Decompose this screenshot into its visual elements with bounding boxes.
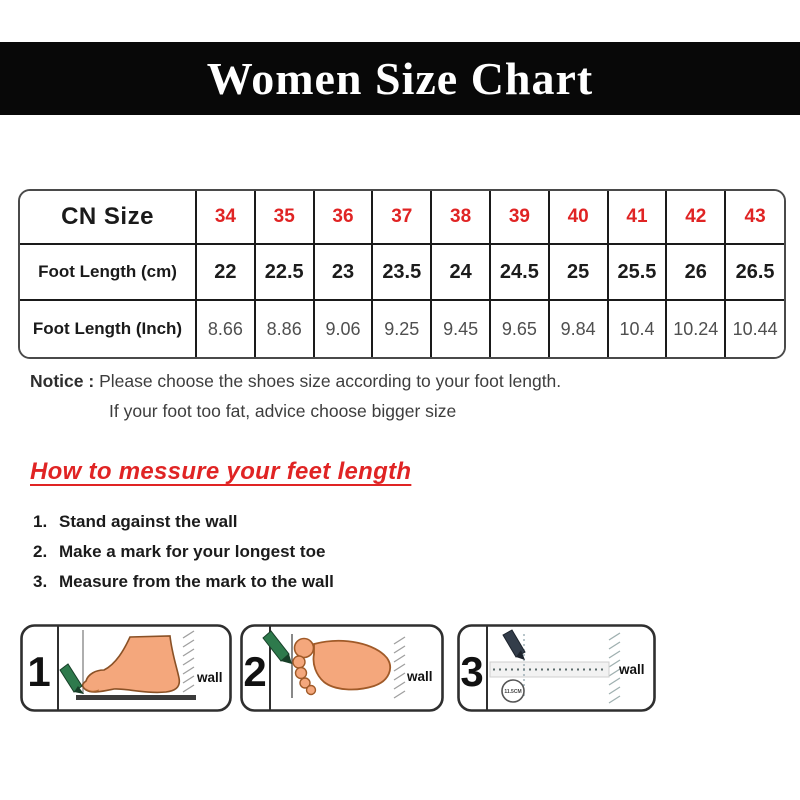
foot-length-inch-cell: 9.45 [431, 300, 490, 357]
toe-icon [293, 656, 305, 668]
measure-band [490, 662, 609, 677]
cn-size-cell: 36 [314, 191, 373, 244]
notice-line1 [30, 366, 561, 396]
table-row-cn-size [20, 191, 784, 244]
foot-length-inch-cell: 9.84 [549, 300, 608, 357]
foot-length-cm-cell: 26 [666, 244, 725, 300]
step-number: 1. [33, 512, 48, 531]
big-toe-icon [295, 639, 314, 658]
measure-steps-list [33, 507, 334, 597]
cn-size-cell: 39 [490, 191, 549, 244]
foot-length-inch-cell: 10.24 [666, 300, 725, 357]
wall-label: wall [619, 662, 645, 677]
toe-icon [307, 686, 316, 695]
foot-length-inch-cell: 8.86 [255, 300, 314, 357]
cn-size-cell: 34 [196, 191, 255, 244]
page-title: Women Size Chart [206, 53, 594, 104]
floor-bar [76, 695, 196, 700]
measure-panel-2 [240, 624, 444, 712]
notice-label: Notice : [30, 371, 95, 391]
table-row-foot-length-inch [20, 300, 784, 357]
panel-number: 3 [460, 648, 484, 695]
step-text: Measure from the mark to the wall [59, 572, 334, 591]
foot-length-cm-cell: 25.5 [608, 244, 667, 300]
title-banner [0, 42, 800, 115]
toe-icon [296, 668, 307, 679]
foot-length-inch-cell: 9.65 [490, 300, 549, 357]
foot-length-cm-cell: 23 [314, 244, 373, 300]
foot-length-inch-cell: 10.4 [608, 300, 667, 357]
cn-size-cell: 38 [431, 191, 490, 244]
measure-value-label: 11.5CM [504, 689, 522, 695]
list-item [33, 507, 334, 537]
cn-size-cell: 35 [255, 191, 314, 244]
list-item [33, 567, 334, 597]
foot-length-cm-cell: 22.5 [255, 244, 314, 300]
measure-panel-3 [457, 624, 656, 712]
notice-line2 [30, 396, 561, 426]
step-number: 3. [33, 572, 48, 591]
notice-text2: If your foot too fat, advice choose bigger size [109, 401, 457, 421]
panel-number: 2 [243, 648, 267, 695]
foot-length-cm-cell: 25 [549, 244, 608, 300]
measure-distance-illustration [457, 624, 656, 712]
list-item [33, 537, 334, 567]
cn-size-cell: 43 [725, 191, 784, 244]
foot-length-inch-cell: 8.66 [196, 300, 255, 357]
foot-length-cm-cell: 23.5 [372, 244, 431, 300]
table-row-foot-length-cm [20, 244, 784, 300]
cn-size-cell: 41 [608, 191, 667, 244]
foot-length-inch-cell: 9.06 [314, 300, 373, 357]
step-text: Make a mark for your longest toe [59, 542, 326, 561]
foot-length-inch-cell: 9.25 [372, 300, 431, 357]
row-label-foot-length-cm: Foot Length (cm) [20, 244, 196, 300]
measure-panel-1 [20, 624, 232, 712]
foot-length-cm-cell: 26.5 [725, 244, 784, 300]
foot-length-cm-cell: 24.5 [490, 244, 549, 300]
cn-size-cell: 37 [372, 191, 431, 244]
step-number: 2. [33, 542, 48, 561]
notice-text1: Please choose the shoes size according to your foot length. [99, 371, 562, 391]
wall-label: wall [197, 670, 223, 685]
size-table [18, 189, 786, 359]
cn-size-cell: 42 [666, 191, 725, 244]
foot-length-inch-cell: 10.44 [725, 300, 784, 357]
panel-number: 1 [27, 648, 51, 695]
cn-size-cell: 40 [549, 191, 608, 244]
wall-label: wall [407, 669, 433, 684]
step-text: Stand against the wall [59, 512, 238, 531]
notice-block [30, 366, 561, 426]
row-label-cn-size: CN Size [20, 191, 196, 244]
foot-length-cm-cell: 22 [196, 244, 255, 300]
foot-length-cm-cell: 24 [431, 244, 490, 300]
row-label-foot-length-inch: Foot Length (Inch) [20, 300, 196, 357]
how-to-measure-heading: How to messure your feet length [30, 458, 412, 485]
foot-top-illustration [240, 624, 444, 712]
foot-side-illustration [20, 624, 232, 712]
